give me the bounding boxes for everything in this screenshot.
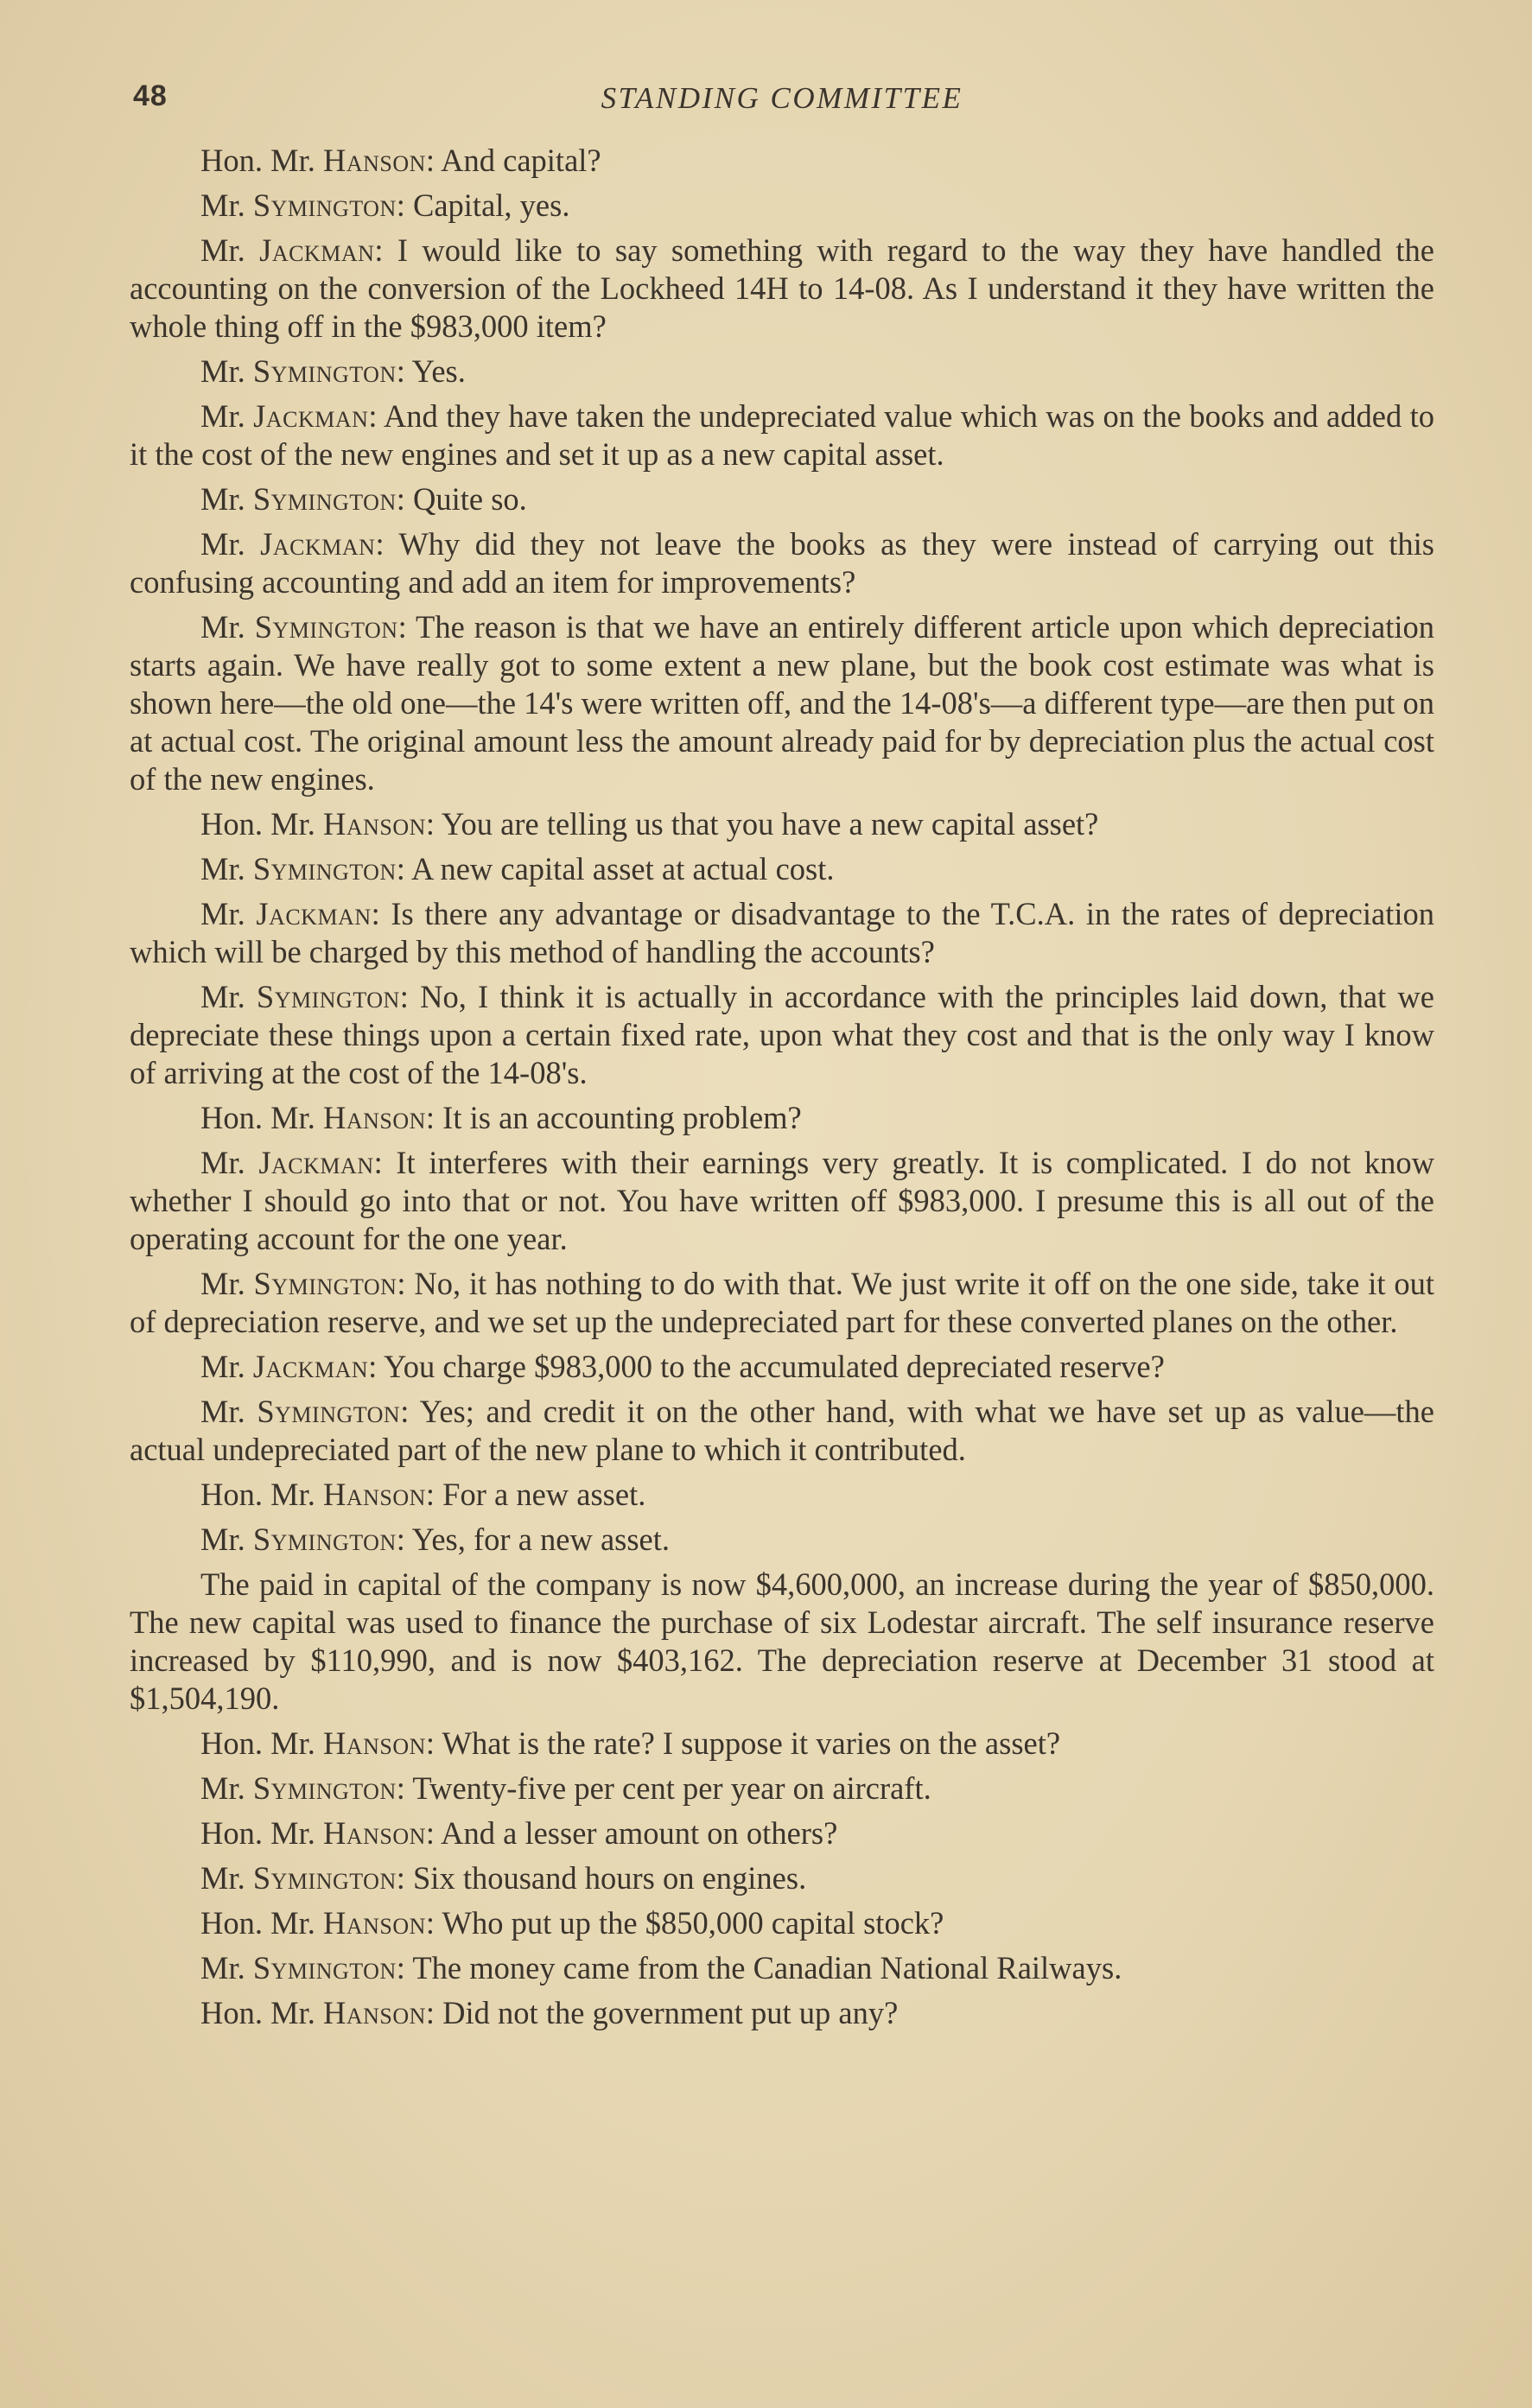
speaker-name: Symington <box>252 1522 397 1557</box>
paragraph-text: : And they have taken the undepreciated value which was on the books and added to it the cost of the new engines and set it up as a new capital asset. <box>130 398 1434 472</box>
paragraph-text: : A new capital asset at actual cost. <box>396 851 835 886</box>
speaker-name: Hanson <box>322 1815 426 1851</box>
paragraph-text: : For a new asset. <box>425 1477 646 1512</box>
speaker-name: Symington <box>252 851 397 886</box>
speaker-name: Symington <box>252 1770 397 1806</box>
speaker-title: Mr. <box>200 1266 245 1301</box>
transcript-paragraph <box>130 1566 1434 1718</box>
paragraph-text: : What is the rate? I suppose it varies on the asset? <box>425 1725 1061 1761</box>
paragraph-text: : Why did they not leave the books as they were instead of carrying out this confusing accounting and add an item for improvements? <box>130 526 1434 600</box>
speaker-title: Hon. Mr. <box>200 1100 315 1135</box>
transcript-paragraph <box>130 142 1434 180</box>
speaker-name: Jackman <box>252 1349 369 1384</box>
speaker-title: Mr. <box>200 353 245 389</box>
speaker-name: Jackman <box>259 232 375 268</box>
speaker-name: Jackman <box>260 526 376 562</box>
paragraph-text: : No, it has nothing to do with that. We just write it off on the one side, take it out of depreciation reserve, and we set up the undepreciated part for these converted planes on the other. <box>130 1266 1434 1339</box>
transcript-paragraph <box>130 1859 1434 1897</box>
speaker-title: Hon. Mr. <box>200 1725 315 1761</box>
transcript-paragraph <box>130 608 1434 798</box>
transcript-paragraph <box>130 187 1434 225</box>
speaker-title: Mr. <box>200 526 245 562</box>
paragraph-text: : And a lesser amount on others? <box>425 1815 838 1851</box>
transcript-paragraph <box>130 1144 1434 1258</box>
speaker-title: Mr. <box>200 609 245 645</box>
speaker-title: Mr. <box>200 851 245 886</box>
speaker-title: Hon. Mr. <box>200 1477 315 1512</box>
speaker-name: Jackman <box>258 1145 374 1180</box>
speaker-name: Hanson <box>322 1477 426 1512</box>
speaker-name: Jackman <box>253 398 369 434</box>
transcript-paragraph <box>130 1476 1434 1514</box>
speaker-title: Hon. Mr. <box>200 1815 315 1851</box>
transcript-paragraph <box>130 232 1434 346</box>
speaker-title: Hon. Mr. <box>200 143 315 178</box>
paragraph-text: : Quite so. <box>396 481 527 517</box>
speaker-title: Mr. <box>200 1522 245 1557</box>
speaker-name: Jackman <box>256 896 372 931</box>
paragraph-text: : It interferes with their earnings very greatly. It is complicated. I do not know whether I should go into that or not. You have written off $983,000. I presume this is all out of the operating account for the one year. <box>130 1145 1434 1256</box>
transcript-paragraph <box>130 1393 1434 1469</box>
speaker-name: Symington <box>254 609 398 645</box>
speaker-title: Mr. <box>200 979 245 1014</box>
speaker-name: Hanson <box>322 1100 426 1135</box>
transcript-paragraph <box>130 480 1434 518</box>
paragraph-text: : It is an accounting problem? <box>425 1100 802 1135</box>
transcript-paragraph <box>130 1725 1434 1763</box>
transcript-paragraph <box>130 805 1434 843</box>
paragraph-text: : You charge $983,000 to the accumulated depreciated reserve? <box>368 1349 1165 1384</box>
paragraph-text: : The money came from the Canadian National Railways. <box>396 1950 1122 1985</box>
speaker-name: Symington <box>252 481 397 517</box>
speaker-title: Hon. Mr. <box>200 1995 315 2030</box>
speaker-name: Symington <box>256 979 400 1014</box>
transcript-paragraph <box>130 1904 1434 1942</box>
speaker-title: Mr. <box>200 481 245 517</box>
speaker-title: Mr. <box>200 896 245 931</box>
speaker-name: Hanson <box>322 806 426 842</box>
transcript-paragraph <box>130 1348 1434 1386</box>
running-head: STANDING COMMITTEE <box>601 81 963 115</box>
paragraph-text: : Six thousand hours on engines. <box>396 1860 807 1896</box>
transcript-paragraph <box>130 850 1434 888</box>
paragraph-text: : Yes; and credit it on the other hand, with what we have set up as value—the actual undepreciated part of the new plane to which it contributed. <box>130 1394 1435 1467</box>
paragraph-text: The paid in capital of the company is now $4,600,000, an increase during the year of $850,000. The new capital was used to finance the purchase of six Lodestar aircraft. The self insurance reserve increased by $110,990, and is now $403,162. The depreciation reserve at December 31 stood at $1,504,190. <box>130 1566 1434 1716</box>
paragraph-text: : You are telling us that you have a new capital asset? <box>425 806 1099 842</box>
paragraph-text: : Is there any advantage or disadvantage to the T.C.A. in the rates of depreciation which will be charged by this method of handling the accounts? <box>130 896 1434 969</box>
speaker-name: Hanson <box>322 1725 426 1761</box>
paragraph-text: : No, I think it is actually in accordance with the principles laid down, that we depreciate these things upon a certain fixed rate, upon what they cost and that is the only way I know of arriving at the cost of the 14-08's. <box>130 979 1434 1090</box>
page-number: 48 <box>133 79 168 112</box>
transcript-paragraph <box>130 1949 1434 1987</box>
transcript-paragraph <box>130 1099 1434 1137</box>
speaker-name: Symington <box>252 1950 397 1985</box>
speaker-title: Mr. <box>200 1770 245 1806</box>
speaker-name: Symington <box>252 353 397 389</box>
transcript-paragraph <box>130 1521 1434 1559</box>
speaker-name: Symington <box>252 1860 397 1896</box>
transcript-paragraph <box>130 525 1434 601</box>
transcript-paragraph <box>130 978 1434 1092</box>
speaker-title: Mr. <box>200 1145 245 1180</box>
paragraph-text: : Who put up the $850,000 capital stock? <box>425 1905 944 1941</box>
paragraph-text: : Twenty-five per cent per year on aircraft. <box>396 1770 931 1806</box>
paragraph-text: : And capital? <box>425 143 601 178</box>
transcript-paragraph <box>130 397 1434 473</box>
transcript-paragraph <box>130 1994 1434 2032</box>
speaker-title: Mr. <box>200 1349 245 1384</box>
paragraph-text: : Yes. <box>396 353 466 389</box>
speaker-title: Mr. <box>200 1394 245 1429</box>
paragraph-text: : Capital, yes. <box>396 187 570 223</box>
speaker-name: Symington <box>257 1394 401 1429</box>
speaker-name: Hanson <box>322 1905 426 1941</box>
paragraph-text: : The reason is that we have an entirely different article upon which depreciation starts again. We have really got to some extent a new plane, but the book cost estimate was what is shown here—the old one—the 14's were written off, and the 14-08's—a different type—are then put on at actual cost. The original amount less the amount already paid for by depreciation plus the actual cost of the new engines. <box>130 609 1435 797</box>
transcript-paragraph <box>130 1769 1434 1808</box>
paragraph-text: : I would like to say something with regard to the way they have handled the accounting on the conversion of the Lockheed 14H to 14-08. As I understand it they have written the whole thing off in the $983,000 item? <box>130 232 1435 344</box>
transcript-paragraph <box>130 1265 1434 1341</box>
paragraph-text: : Did not the government put up any? <box>425 1995 899 2030</box>
speaker-name: Symington <box>253 1266 397 1301</box>
transcript-body <box>130 142 1434 2032</box>
transcript-paragraph <box>130 353 1434 391</box>
paragraph-text: : Yes, for a new asset. <box>396 1522 671 1557</box>
speaker-title: Mr. <box>200 187 245 223</box>
transcript-paragraph <box>130 895 1434 971</box>
speaker-title: Mr. <box>200 232 245 268</box>
speaker-name: Hanson <box>322 143 426 178</box>
speaker-name: Symington <box>252 187 397 223</box>
speaker-title: Hon. Mr. <box>200 806 315 842</box>
speaker-title: Mr. <box>200 398 245 434</box>
speaker-title: Mr. <box>200 1860 245 1896</box>
transcript-paragraph <box>130 1814 1434 1852</box>
document-page <box>130 69 1434 2350</box>
page-header <box>130 69 1434 130</box>
speaker-title: Mr. <box>200 1950 245 1985</box>
speaker-name: Hanson <box>322 1995 426 2030</box>
speaker-title: Hon. Mr. <box>200 1905 315 1941</box>
